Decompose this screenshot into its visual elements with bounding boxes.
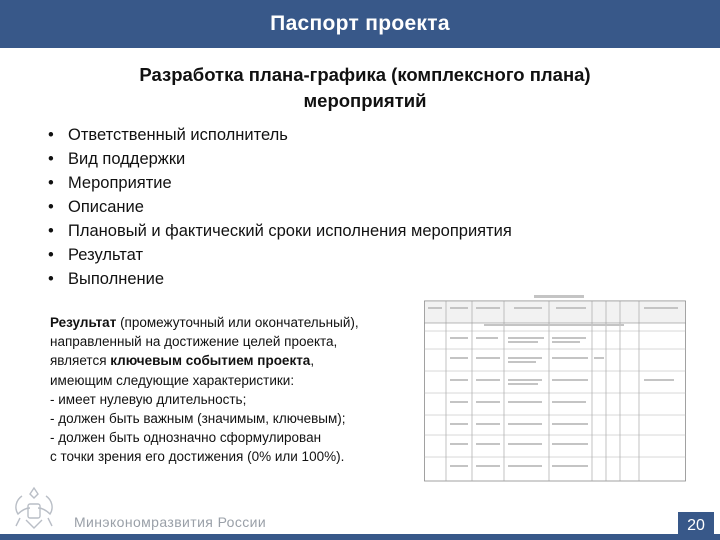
para-line-8: с точки зрения его достижения (0% или 100%). <box>50 449 345 465</box>
ministry-name: Минэкономразвития России <box>74 514 267 530</box>
para-line-3-post: , <box>310 353 315 369</box>
bullet-item: • Вид поддержки <box>48 150 186 168</box>
para-line-1: (промежуточный или окончательный), <box>116 315 359 330</box>
para-line-4: имеющим следующие характеристики: <box>50 372 295 388</box>
bullet-text: Вид поддержки <box>68 150 186 168</box>
para-line-6: - должен быть важным (значимым, ключевым); <box>50 411 346 427</box>
bullet-text: Описание <box>68 198 144 216</box>
plan-table-thumbnail <box>424 293 686 485</box>
page-number: 20 <box>678 512 714 540</box>
plan-table-image <box>424 293 686 485</box>
slide-header <box>0 0 720 48</box>
para-line-7: - должен быть однозначно сформулирован <box>50 430 322 446</box>
subtitle-line-2: мероприятий <box>303 90 427 111</box>
bullet-text: Результат <box>68 246 144 264</box>
result-term: Результат <box>50 315 117 330</box>
slide-subtitle <box>40 62 690 114</box>
bullet-list <box>48 123 512 291</box>
bullet-item: • Плановый и фактический сроки исполнения мероприятия <box>48 222 512 240</box>
bullet-item: • Ответственный исполнитель <box>48 126 288 144</box>
coat-of-arms-icon <box>8 482 60 534</box>
bullet-text: Выполнение <box>68 270 165 288</box>
result-definition <box>50 313 430 467</box>
para-line-3-pre: является <box>50 353 111 369</box>
para-line-2: направленный на достижение целей проекта, <box>50 334 338 350</box>
bullet-item: • Выполнение <box>48 270 165 288</box>
para-line-5: - имеет нулевую длительность; <box>50 391 247 407</box>
slide-title: Паспорт проекта <box>270 12 450 35</box>
bullet-text: Плановый и фактический сроки исполнения мероприятия <box>68 222 512 240</box>
bullet-item: • Мероприятие <box>48 174 172 192</box>
bullet-item: • Описание <box>48 198 144 216</box>
slide-footer <box>0 480 720 540</box>
footer-bar <box>0 534 720 540</box>
subtitle-line-1: Разработка плана-графика (комплексного плана) <box>139 64 591 85</box>
bullet-text: Ответственный исполнитель <box>68 126 288 144</box>
bullet-text: Мероприятие <box>68 174 172 192</box>
bullet-item: • Результат <box>48 246 144 264</box>
key-event-term: ключевым событием проекта <box>110 353 311 369</box>
